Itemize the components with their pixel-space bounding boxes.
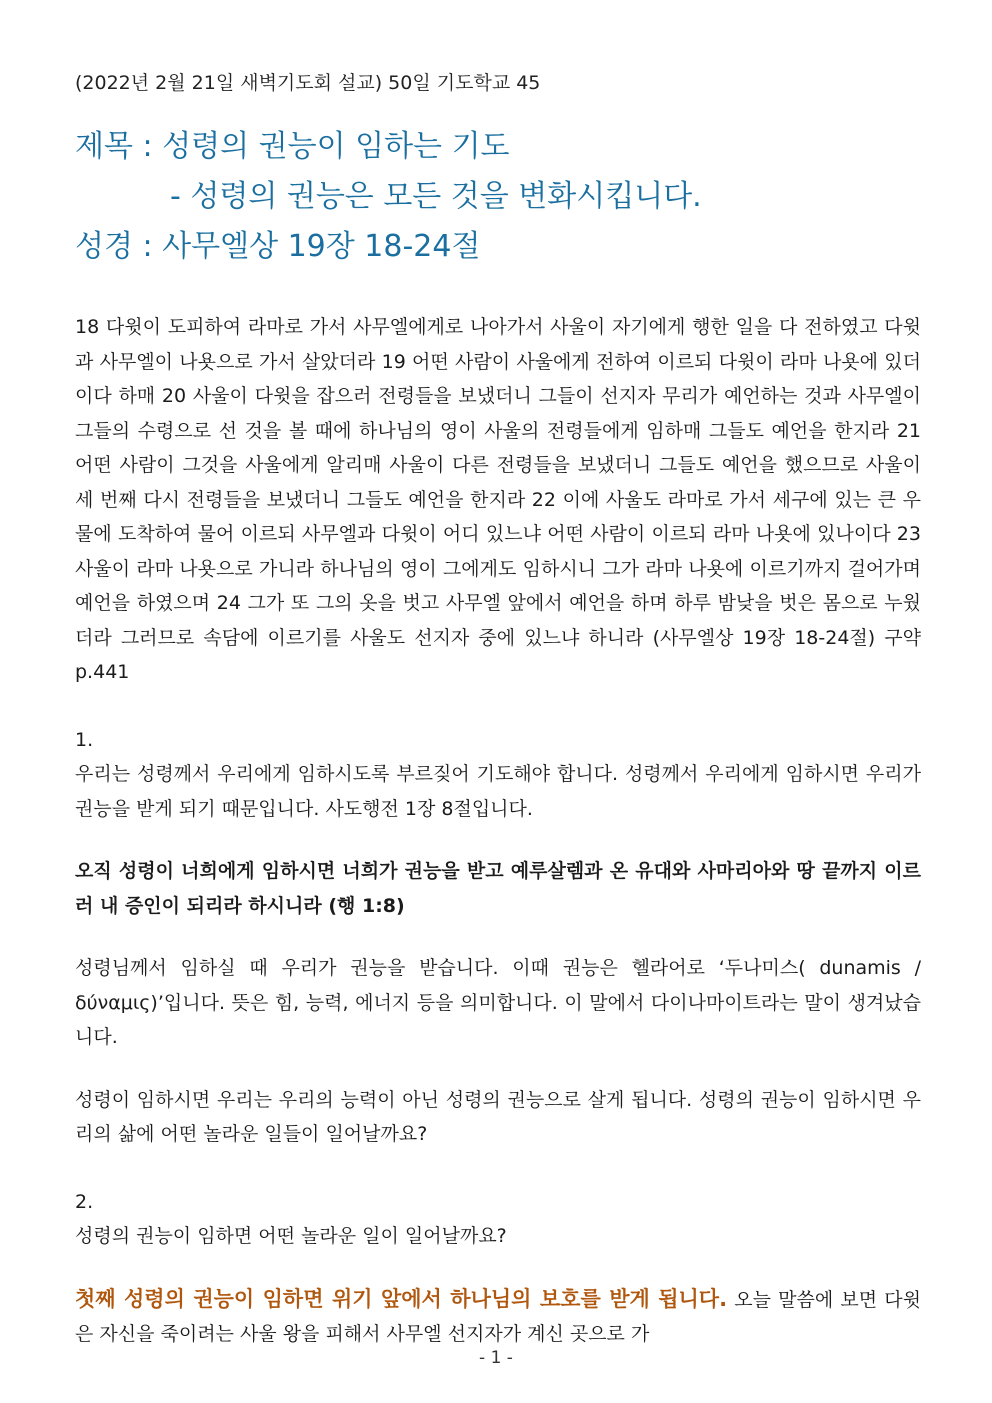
point-1-heading: 첫째 성령의 권능이 임하면 위기 앞에서 하나님의 보호를 받게 됩니다.: [75, 1286, 728, 1311]
page-number: - 1 -: [479, 1348, 513, 1368]
section-1-paragraph-2: 성령님께서 임하실 때 우리가 권능을 받습니다. 이때 권능은 헬라어로 ‘두나미스( dunamis / δύναμις)’입니다. 뜻은 힘, 능력, 에너지 등을 의미합니다. 이 말에서 다이나마이트라는 말이 생겨났습니다.: [75, 957, 921, 1048]
document-page: [75, 68, 921, 1352]
sermon-title: 제목 : 성령의 권능이 임하는 기도: [75, 129, 510, 164]
sermon-subtitle: - 성령의 권능은 모든 것을 변화시킵니다.: [170, 179, 702, 214]
acts-verse-quote: 오직 성령이 너희에게 임하시면 너희가 권능을 받고 예루살렘과 온 유대와 사마리아와 땅 끝까지 이르러 내 증인이 되리라 하시니라 (행 1:8): [75, 860, 921, 917]
sermon-header: (2022년 2월 21일 새벽기도회 설교) 50일 기도학교 45: [75, 72, 541, 94]
title-block: [75, 122, 921, 272]
section-1-paragraph-3: 성령이 임하시면 우리는 우리의 능력이 아닌 성령의 권능으로 살게 됩니다. 성령의 권능이 임하시면 우리의 삶에 어떤 놀라운 일들이 일어날까요?: [75, 1088, 921, 1145]
scripture-passage: 18 다윗이 도피하여 라마로 가서 사무엘에게로 나아가서 사울이 자기에게 행한 일을 다 전하였고 다윗과 사무엘이 나욧으로 가서 살았더라 19 어떤 사람이 사울에게 전하여 이르되 다윗이 라마 나욧에 있더이다 하매 20 사울이 다윗을 잡으러 전령들을 보냈더니 그들이 선지자 무리가 예언하는 것과 사무엘이 그들의 수령으로 선 것을 볼 때에 하나님의 영이 사울의 전령들에게 임하매 그들도 예언을 한지라 21 어떤 사람이 그것을 사울에게 알리매 사울이 다른 전령들을 보냈더니 그들도 예언을 했으므로 사울이 세 번째 다시 전령들을 보냈더니 그들도 예언을 한지라 22 이에 사울도 라마로 가서 세구에 있는 큰 우물에 도착하여 물어 이르되 사무엘과 다윗이 어디 있느냐 어떤 사람이 이르되 라마 나욧에 있나이다 23 사울이 라마 나욧으로 가니라 하나님의 영이 그에게도 임하시니 그가 라마 나욧에 이르기까지 걸어가며 예언을 하였으며 24 그가 또 그의 옷을 벗고 사무엘 앞에서 예언을 하며 하루 밤낮을 벗은 몸으로 누웠더라 그러므로 속담에 이르기를 사울도 선지자 중에 있느냐 하니라 (사무엘상 19장 18-24절) 구약 p.441: [75, 316, 921, 683]
section-1-paragraph-1: 우리는 성령께서 우리에게 임하시도록 부르짖어 기도해야 합니다. 성령께서 우리에게 임하시면 우리가 권능을 받게 되기 때문입니다. 사도행전 1장 8절입니다.: [75, 763, 921, 820]
section-2-number: 2.: [75, 1190, 94, 1213]
section-2-point-1: [75, 1282, 921, 1352]
section-2-question: 성령의 권능이 임하면 어떤 놀라운 일이 일어날까요?: [75, 1225, 507, 1247]
scripture-reference: 성경 : 사무엘상 19장 18-24절: [75, 229, 481, 264]
point-1-body: 오늘 말씀에 보면 다윗은 자신을 죽이려는 사울 왕을 피해서 사무엘 선지자가 계신 곳으로 가: [75, 1288, 921, 1345]
section-1-number: 1.: [75, 728, 94, 751]
